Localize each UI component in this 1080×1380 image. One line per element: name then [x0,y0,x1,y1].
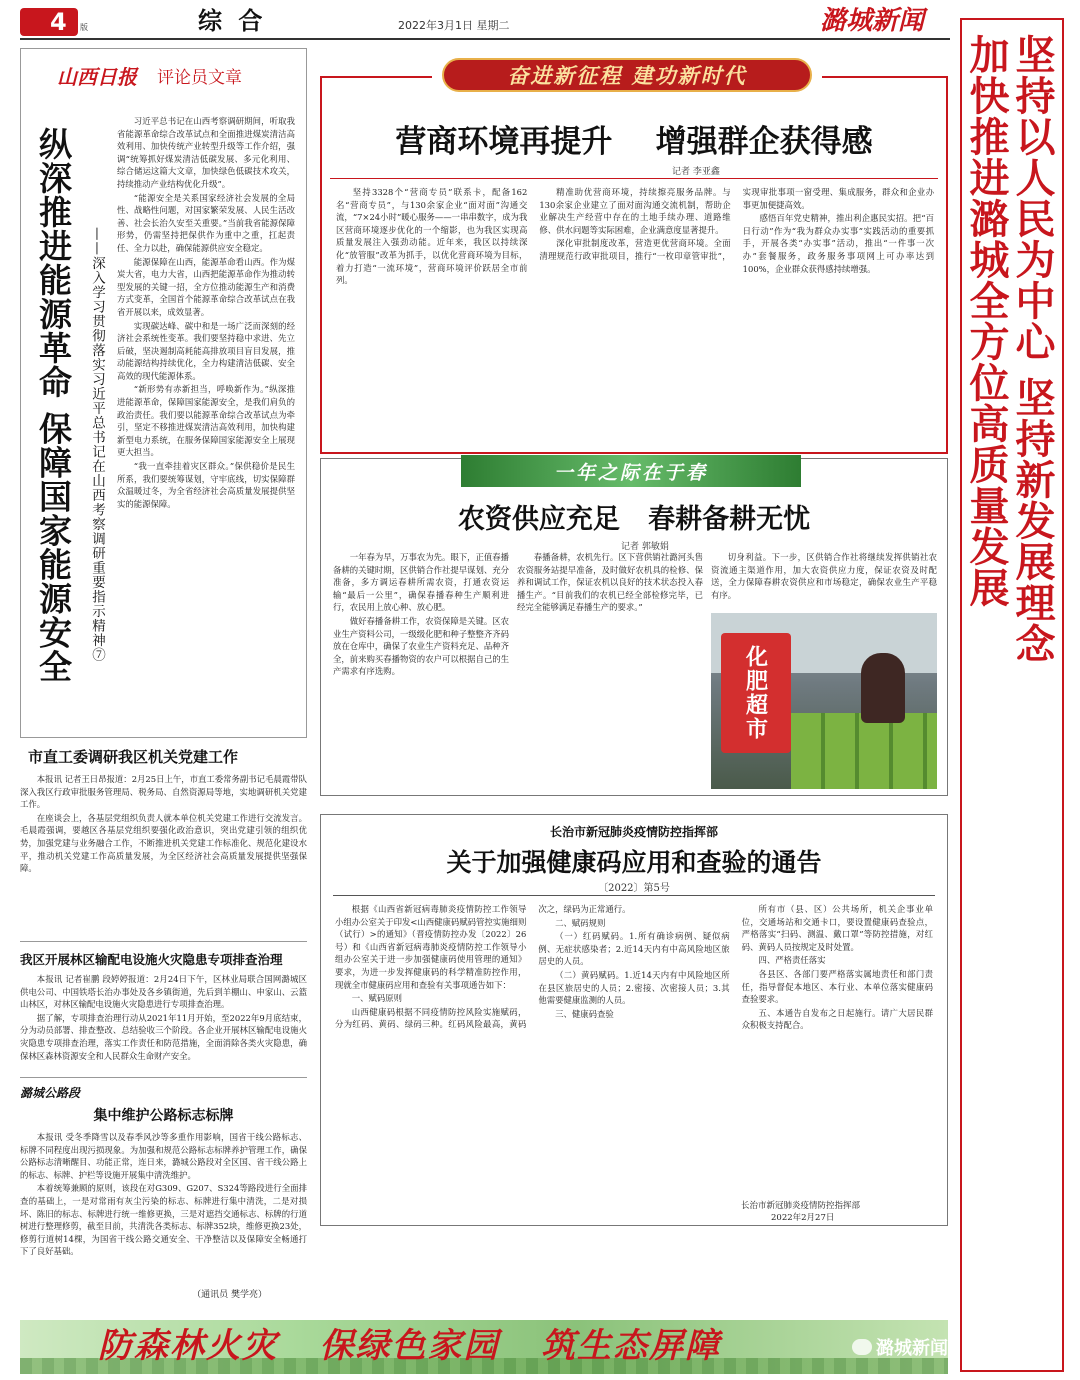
story-road-paragraph: 本报讯 受冬季降雪以及春季风沙等多重作用影响，国省干线公路标志、标牌不同程度出现污损现象。为加强和规范公路标志标牌养护管理工作，确保公路标志清晰醒目、功能正常，连日来，潞城公路段对全区国、省干线公路上的标志、标牌、护栏等设施开展集中清洗维护。 [20,1132,307,1180]
story-cpc-paragraph: 在座谈会上，各基层党组织负责人就本单位机关党建工作进行交流发言。毛晨霞强调，要越区各基层党组织要强化政治意识，突出党建引领的组织优势，加强党建与业务融合工作，不断推进机关党建工作标准化、规范化建设水平，推动机关党建工作高质量发展，为全区经济社会高质量发展提供坚强保障。 [20,812,307,874]
feature-farm-author: 记者 郭敏娟 [621,542,669,552]
story-fire-body [20,973,307,1077]
story-cpc [20,746,307,942]
story-fire-title: 我区开展林区输配电设施火灾隐患专项排查治理 [20,952,283,967]
section-name: 综 合 [198,6,267,35]
notice-signature: 长治市新冠肺炎疫情防控指挥部 [741,1201,861,1211]
feature-farm-banner [461,455,801,487]
wechat-icon [852,1339,872,1355]
feature-business-paragraph: 深化审批制度改革，营造更优营商环境。全面清理规范行政审批项目，推行“一枚印章管审批”，实现审批事项一窗受理、集成服务，群众和企业办事更加便捷高效。 [539,187,934,261]
story-fire-paragraph: 本报讯 记者崔鹏 段婷婷报道：2月24日下午，区林业局联合国网潞城区供电公司、中国铁塔长治办事处及各乡镇街道，先后到羊棚山、申家山、云篮山林区，对林区输配电设施火灾隐患进行专项排查治理。 [20,974,307,1010]
feature-business-title-rule [330,178,938,179]
story-road-title: 集中维护公路标志标牌 [93,1108,234,1124]
notice-paragraph: 山西健康码根据不同疫情防控风险实施赋码，分为红码、黄码、绿码三种。红码风险最高，黄码次之，绿码为正常通行。 [335,904,631,1030]
feature-business-title: 营商环境再提升 增强群企获得感 [395,124,873,160]
feature-farm-body-2 [517,551,703,789]
notice-paragraph: 三、健康码查验 [555,1008,614,1019]
story-road [20,1084,307,1316]
story-cpc-body [20,773,307,943]
fertilizer-photo [711,613,937,789]
photo-sign-text: 化肥超市 [742,645,769,741]
slogan-line-1: 坚持以人民为中心 坚持新发展理念 [1009,34,1056,664]
page-number: 4 [50,8,67,36]
feature-business-author: 记者 李亚鑫 [672,167,720,177]
photo-sign [721,633,791,753]
feature-business-body [336,186,934,448]
commentary-label: 评论员文章 [157,68,242,88]
commentary-paragraph: 实现碳达峰、碳中和是一场广泛而深刻的经济社会系统性变革。我们要坚持稳中求进、先立后破，坚决遏制高耗能高排放项目盲目发展，推动能源结构持续优化，全力构建清洁低碳、安全高效的现代能源体系。 [117,320,295,381]
page-header [20,6,950,38]
notice-date: 2022年2月27日 [771,1213,835,1223]
notice-body [335,903,933,1203]
notice-paragraph: 各县区、各部门要严格落实属地责任和部门责任，指导督促本地区、本行业、本单位落实健康码查验要求。 [741,968,933,1005]
header-rule [20,38,950,40]
story-road-paragraph: 本着统筹兼顾的原则，该段在对G309、G207、S324等路段进行全面排查的基础上，一是对常雨有灰尘污染的标志、标牌进行集中清洗，二是对损坏、陈旧的标志、标牌进行统一维修更换，三是对遮挡交通标志、标牌的行道树进行整理修剪，截至目前，共清洗各类标志、标牌352块，维修更换23处，修剪行道树14棵，为国省干线公路交通安全、干净整洁以及保障安全畅通打下了良好基础。 [20,1183,307,1257]
story-road-column: 潞城公路段 [20,1086,81,1100]
commentary-paragraph: 能源保障在山西，能源革命看山西。作为煤炭大省，电力大省，山西把能源革命作为推动转型发展的关键一招，全方位推动能源生产和消费方式变革，全国首个能源革命综合改革试点在我省开展以来，成效显著。 [117,256,295,317]
footer-banner [20,1320,948,1374]
commentary-paragraph: “能源安全是关系国家经济社会发展的全局性、战略性问题，对国家繁荣发展、人民生活改善、社会长治久安至关重要。”当前我省能源保障形势，仍需坚持把保供作为重中之重，扛起责任、全力以赴，确保能源供应安全稳定。 [117,192,295,253]
commentary-subtitle: ——深入学习贯彻落实习近平总书记在山西考察调研重要指示精神⑦ [89,227,105,662]
slogan-strip [960,18,1064,1372]
story-cpc-paragraph: 本报讯 记者王日昂报道：2月25日上午，市直工委常务副书记毛晨霞带队深入我区行政审批服务管理局、税务局、自然资源局等地，实地调研机关党建工作。 [20,774,307,810]
feature-farm-title: 农资供应充足 春耕备耕无忧 [457,504,811,535]
notice-box [320,814,948,1226]
notice-number: 〔2022〕第5号 [598,883,670,894]
commentary-paragraph: 习近平总书记在山西考察调研期间，听取我省能源革命综合改革试点和全面推进煤炭清洁高效利用、加快传统产业转型升级等工作介绍，强调“统筹抓好煤炭清洁低碳发展、多元化利用、综合储运这篇大文章，加快绿色低碳技术攻关，持续推动产业结构优化升级”。 [117,116,295,189]
notice-title: 关于加强健康码应用和查验的通告 [446,848,822,877]
commentary-body [117,115,295,731]
commentary-source-logo: 山西日报 [57,65,137,89]
commentary-paragraph: “新形势有赤新担当，呼唤新作为。”纵深推进能源革命，保障国家能源安全，是我们肩负的政治责任。我们要以能源革命综合改革试点为牵引，坚定不移推进煤炭清洁高效利用，加快构建新型电力系统，在服务保障国家能源安全上展现更大担当。 [117,384,295,458]
notice-rule [333,895,935,896]
feature-business [320,63,948,454]
page-number-suffix: 版 [80,23,88,32]
notice-paragraph: 一、赋码原则 [351,993,403,1004]
commentary-title: 纵深推进能源革命 保障国家能源安全 [34,127,73,684]
story-cpc-title: 市直工委调研我区机关党建工作 [28,748,239,766]
feature-farm-paragraph: 一年春为早，万事农为先。眼下，正值春播备耕的关键时期，区供销合作社提早谋划、充分准备，多方调运春耕所需农资，打通农资运输“最后一公里”，确保春播春种生产顺利进行，农民用上放心种、放心肥。 [333,552,509,613]
story-road-body [20,1131,307,1283]
notice-paragraph: （一）红码赋码。1.所有确诊病例、疑似病例、无症状感染者；2.近14天内有中高风险地区旅居史的人员。 [538,931,730,967]
feature-farm-paragraph: 春播备耕，农机先行。区下营供销社潞河头售农资服务站提早准备，及时做好农机具的检修、保养和调试工作，保证农机以良好的技术状态投入春播生产。“目前我们的农机已经全部检修完毕，已经完全能够满足春播生产的要求。” [517,552,703,613]
commentary-paragraph: “我一直牵挂着灾区群众。”保供稳价是民生所系，我们要统筹谋划，守牢底线，切实保障群众温暖过冬，为全省经济社会高质量发展提供坚实的能源保障。 [117,461,295,509]
feature-business-paragraph: 坚持3328个“营商专员”联系卡，配备162名“营商专员”，与130余家企业“面对面”沟通交流，“7×24小时”暖心服务——一串串数字，成为我区营商环境逐步优化的一个缩影，也为我区实现高质量发展注入强劲动能。近年来，我区以持续深化“放管服”改革为抓手，以优化营商环境为目标，着力打造“一流环境”，营商环境评价跃居全市前列。 [336,187,528,286]
feature-farm-banner-text: 一年之际在于春 [553,461,708,484]
notice-paragraph: （二）黄码赋码。1.近14天内有中风险地区所在县区旅居史的人员；2.密接、次密接人员；3.其他需要健康监测的人员。 [538,969,730,1006]
feature-farm [320,458,948,796]
notice-paragraph: 所有市（县、区）公共场所，机关企事业单位，交通场站和交通卡口，要设置健康码查验点，严格落实“扫码、测温、戴口罩”等防控措施，对红码、黄码人员按规定及时处置。 [741,904,933,952]
notice-paragraph: 五、本通告自发布之日起施行。请广大居民群众积极支持配合。 [741,1007,933,1031]
feature-farm-paragraph: 切身利益。下一步，区供销合作社将继续发挥供销社农资流通主渠道作用，加大农资供应力度，保证农资及时配送，全力保障春耕农资供应和市场稳定，确保农业生产平稳有序。 [711,552,937,600]
slogan-line-2: 加快推进潞城全方位高质量发展 [963,34,1010,608]
feature-business-banner-text: 奋进新征程 建功新时代 [507,63,747,88]
notice-paragraph: 四、严格责任落实 [758,955,826,966]
photo-sacks [791,713,937,789]
issue-date: 2022年3月1日 星期二 [398,19,510,32]
feature-farm-body-1 [333,551,509,789]
feature-farm-paragraph: 做好春播备耕工作，农资保障是关键。区农业生产资料公司，一级级化肥和种子整整齐齐码放在仓库中，确保了农业生产资料充足、品种齐全，前来购买春播物资的农户可以根据自己的生产需求有序选购。 [333,615,509,677]
feature-farm-body-3 [711,551,937,603]
notice-issuer: 长治市新冠肺炎疫情防控指挥部 [549,825,718,839]
paper-masthead: 潞城新闻 [820,6,925,36]
page-number-badge [20,8,78,36]
footer-slogan: 防森林火灾 保绿色家园 筑生态屏障 [98,1326,722,1366]
footer-watermark-text: 潞城新闻 [876,1338,948,1359]
feature-business-paragraph: 精准助优营商环境，持续擦亮服务品牌。与130余家企业建立了面对面沟通交流机制，帮助企业解决生产经营中存在的土地手续办理、道路维修、供水问题等实际困难，企业满意度显著提升。 [539,187,731,235]
feature-business-paragraph: 感悟百年党史精神，推出利企惠民实招。把“百日行动”作为“我为群众办实事”实践活动的重要抓手，开展各类“办实事”活动，推出“一件事一次办”套餐服务，政务服务事项网上可办率达到100%，企业群众获得感持续增强。 [742,213,934,274]
notice-paragraph: 根据《山西省新冠病毒肺炎疫情防控工作领导小组办公室关于印发<山西健康码赋码管控实施细则（试行）>的通知》（晋疫情防控办发〔2022〕26号）和《山西省新冠病毒肺炎疫情防控工作领导小组办公室关于进一步加强健康码使用管理的通知》要求，为进一步发挥健康码的科学精准防控作用，现就全市健康码应用和查验有关事项通告如下： [335,904,527,990]
story-fire [20,950,307,1078]
story-fire-paragraph: 据了解，专项排查治理行动从2021年11月开始，至2022年9月底结束，分为动员部署、排查整改、总结验收三个阶段。各企业开展林区输配电设施火灾隐患专项排查治理，落实工作责任和防范措施，全面消除各类火灾隐患，确保林区森林资源安全和人民群众生命财产安全。 [20,1012,307,1061]
feature-business-banner [442,58,812,92]
notice-paragraph: 二、赋码规则 [555,917,606,928]
story-road-byline: （通讯员 樊学亮） [192,1290,267,1300]
footer-watermark [852,1334,948,1360]
commentary-box [20,48,307,738]
photo-person [861,653,905,723]
